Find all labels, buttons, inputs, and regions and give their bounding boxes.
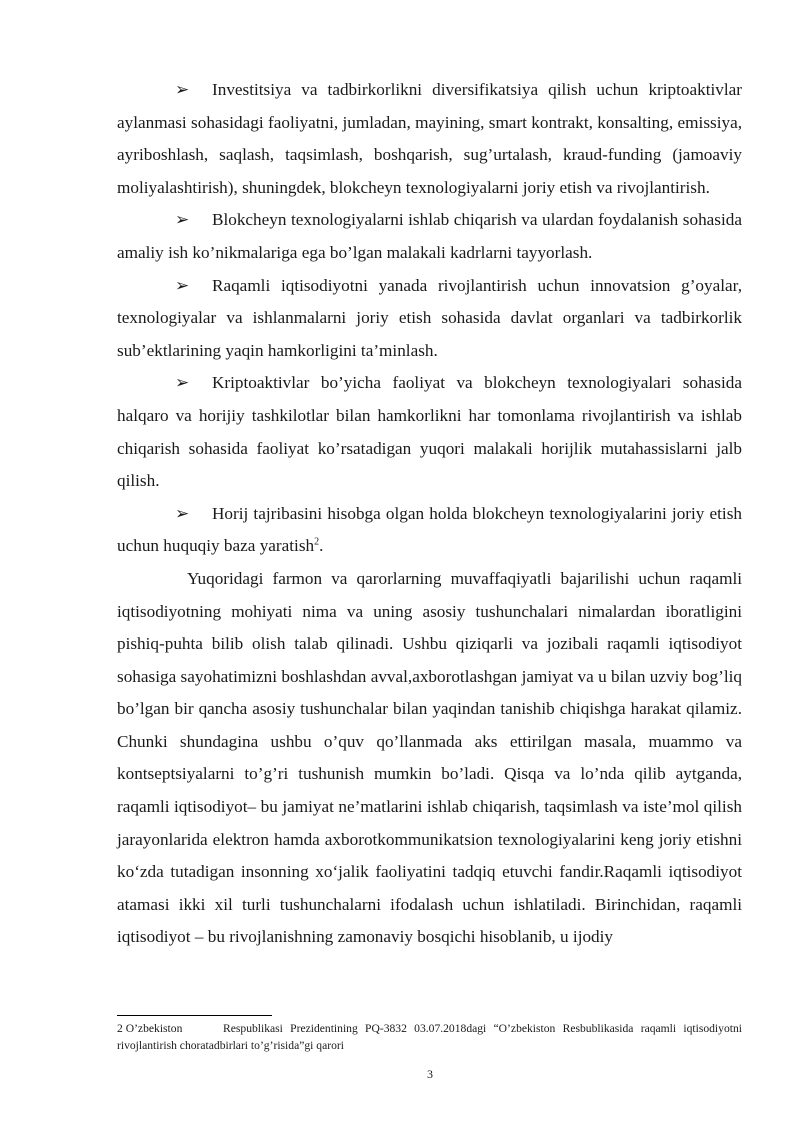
bullet-item-5 (117, 498, 742, 563)
bullet-item-4 (117, 367, 742, 497)
body-paragraph: Yuqoridagi farmon va qarorlarning muvaffaqiyatli bajarilishi uchun raqamli iqtisodiyotning mohiyati nima va uning asosiy tushunchalari nimalardan iboratligini pishiq-puhta bilib olish talab qilinadi. Ushbu qiziqarli va jozibali raqamli iqtisodiyot sohasiga sayohatimizni boshlashdan avval,axborotlashgan jamiyat va u bilan uzviy bog’liq bo’lgan bir qancha asosiy tushunchalar bilan yaqindan tanishib chiqishga harakat qilamiz. Chunki shundagina ushbu o’quv qo’llanmada aks ettirilgan masala, muammo va kontseptsiyalarni to’g’ri tushunish mumkin bo’ladi. Qisqa va lo’nda qilib aytganda, raqamli iqtisodiyot– bu jamiyat ne’matlarini ishlab chiqarish, taqsimlash va iste’mol qilish jarayonlarida elektron hamda axborotkommunikatsion texnologiyalarini keng joriy etishni ko‘zda tutadigan insonning xo‘jalik faoliyatini tadqiq etuvchi fandir.Raqamli iqtisodiyot atamasi ikki xil turli tushunchalarni ifodalash uchun ishlatiladi. Birinchidan, raqamli iqtisodiyot – bu rivojlanishning zamonaviy bosqichi hisoblanib, u ijodiy (117, 568, 742, 947)
arrow-bullet-icon: ➢ (175, 373, 190, 393)
bullet-item-2 (117, 204, 742, 269)
arrow-bullet-icon: ➢ (175, 503, 190, 523)
footnote-number: 2 O’zbekiston (117, 1022, 183, 1035)
bullet-text-end: . (319, 536, 324, 556)
arrow-bullet-icon: ➢ (175, 275, 190, 295)
footnote-reference[interactable]: 2 (314, 536, 320, 548)
page-body (117, 74, 742, 954)
bullet-item-1 (117, 74, 742, 204)
footnote (117, 1020, 742, 1054)
bullet-text: Investitsiya va tadbirkorlikni diversifikatsiya qilish uchun kriptoaktivlar aylanmasi sohasidagi faoliyatni, jumladan, mayining, smart kontrakt, konsalting, emissiya, ayriboshlash, saqlash, taqsimlash, boshqarish, sug’urtalash, kraud-funding (jamoaviy moliyalashtirish), shuningdek, blokcheyn texnologiyalarni joriy etish va rivojlantirish. (117, 80, 742, 197)
bullet-text: Blokcheyn texnologiyalarni ishlab chiqarish va ulardan foydalanish sohasida amaliy ish ko’nikmalariga ega bo’lgan malakali kadrlarni tayyorlash. (117, 210, 742, 262)
arrow-bullet-icon: ➢ (175, 80, 190, 99)
page-number: 3 (427, 1067, 433, 1081)
bullet-text: Kriptoaktivlar bo’yicha faoliyat va blokcheyn texnologiyalari sohasida halqaro va horijiy tashkilotlar bilan hamkorlikni har tomonlama rivojlantirish va ishlab chiqarish sohasida faoliyat ko’rsatadigan yuqori malakali horijlik mutahassislarni jalb qilish. (117, 373, 742, 491)
bullet-text: Horij tajribasini hisobga olgan holda blokcheyn texnologiyalarini joriy etish uchun huquqiy baza yaratish (117, 503, 742, 556)
bullet-item-3 (117, 270, 742, 368)
footnote-separator (117, 1015, 272, 1016)
footnote-text: Respublikasi Prezidentining PQ-3832 03.07.2018dagi “O’zbekiston Resbublikasida raqamli iqtisodiyotni rivojlantirish choratadbirlari to’g’risida”gi qarori (117, 1022, 742, 1052)
bullet-text: Raqamli iqtisodiyotni yanada rivojlantirish uchun innovatsion g’oyalar, texnologiyalar va ishlanmalarni joriy etish sohasida davlat organlari va tadbirkorlik sub’ektlarining yaqin hamkorligini ta’minlash. (117, 275, 742, 360)
arrow-bullet-icon: ➢ (175, 210, 190, 230)
